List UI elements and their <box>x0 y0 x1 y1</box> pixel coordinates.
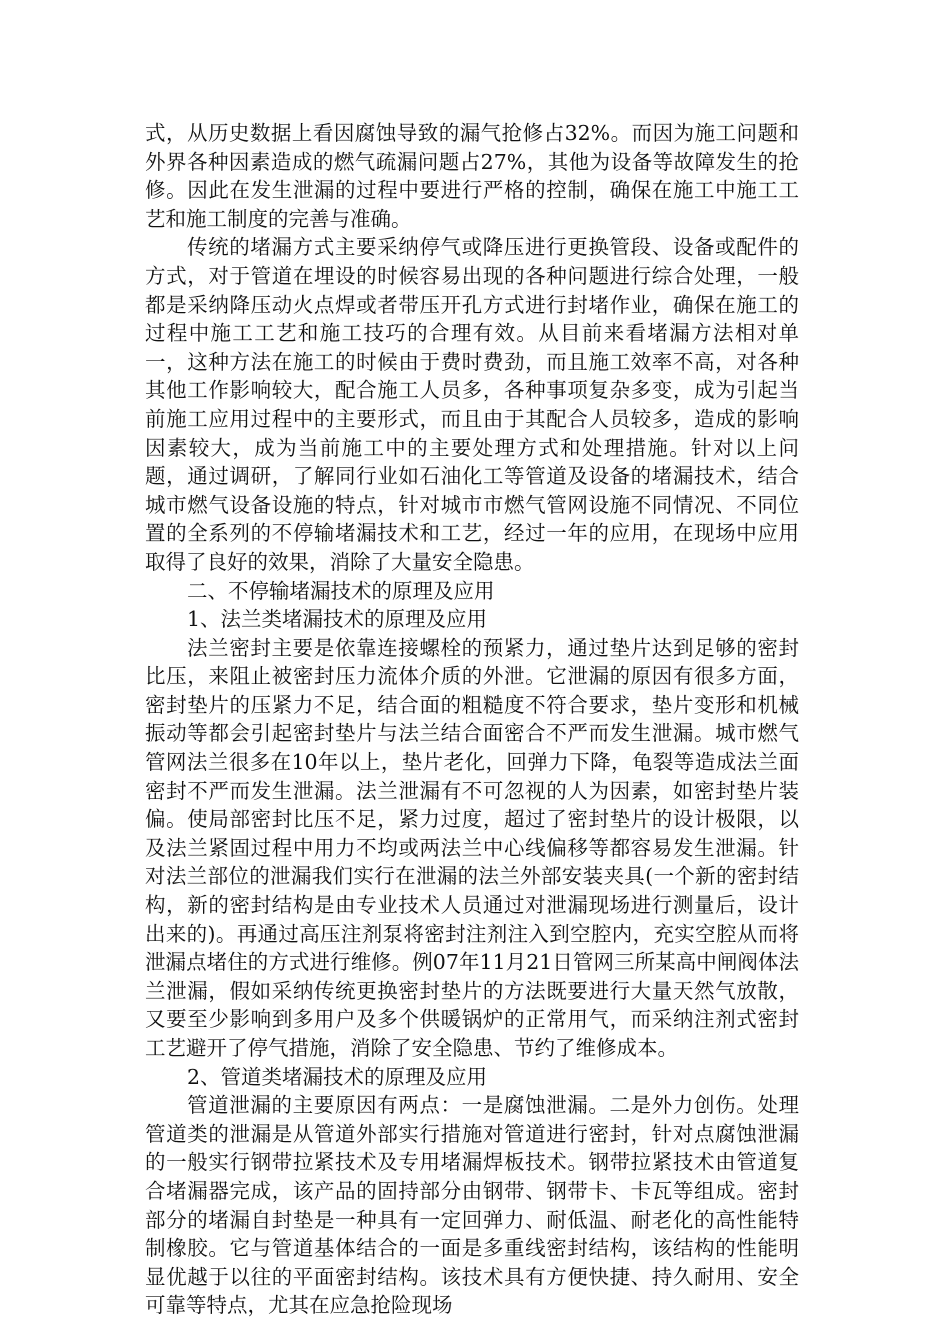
paragraph-pipeline: 管道泄漏的主要原因有两点：一是腐蚀泄漏。二是外力创伤。处理管道类的泄漏是从管道外部实行措施对管道进行密封，针对点腐蚀泄漏的一般实行钢带拉紧技术及专用堵漏焊板技术。钢带拉紧技术由管道复合堵漏器完成，该产品的固持部分由钢带、钢带卡、卡瓦等组成。密封部分的堵漏自封垫是一种具有一定回弹力、耐低温、耐老化的高性能特制橡胶。它与管道基体结合的一面是多重线密封结构，该结构的性能明显优越于以往的平面密封结构。该技术具有方便快捷、持久耐用、安全可靠等特点，尤其在应急抢险现场 <box>145 1093 799 1318</box>
subsection-heading-flange: 1、法兰类堵漏技术的原理及应用 <box>187 607 488 632</box>
document-page <box>145 119 799 1320</box>
paragraph-traditional-methods: 传统的堵漏方式主要采纳停气或降压进行更换管段、设备或配件的方式，对于管道在埋设的时候容易出现的各种问题进行综合处理，一般都是采纳降压动火点焊或者带压开孔方式进行封堵作业，确保在施工的过程中施工工艺和施工技巧的合理有效。从目前来看堵漏方法相对单一，这种方法在施工的时候由于费时费劲，而且施工效率不高，对各种其他工作影响较大，配合施工人员多，各种事项复杂多变，成为引起当前施工应用过程中的主要形式，而且由于其配合人员较多，造成的影响因素较大，成为当前施工中的主要处理方式和处理措施。针对以上问题，通过调研，了解同行业如石油化工等管道及设备的堵漏技术，结合城市燃气设备设施的特点，针对城市市燃气管网设施不同情况、不同位置的全系列的不停输堵漏技术和工艺，经过一年的应用，在现场中应用取得了良好的效果，消除了大量安全隐患。 <box>145 235 799 574</box>
subsection-heading-pipeline: 2、管道类堵漏技术的原理及应用 <box>187 1064 488 1089</box>
section-heading: 二、不停输堵漏技术的原理及应用 <box>187 578 495 603</box>
paragraph-continuation: 式，从历史数据上看因腐蚀导致的漏气抢修占32%。而因为施工问题和外界各种因素造成的燃气疏漏问题占27%，其他为设备等故障发生的抢修。因此在发生泄漏的过程中要进行严格的控制，确保在施工中施工工艺和施工制度的完善与准确。 <box>145 121 799 231</box>
paragraph-flange: 法兰密封主要是依靠连接螺栓的预紧力，通过垫片达到足够的密封比压，来阻止被密封压力流体介质的外泄。它泄漏的原因有很多方面，密封垫片的压紧力不足，结合面的粗糙度不符合要求，垫片变形和机械振动等都会引起密封垫片与法兰结合面密合不严而发生泄漏。城市燃气管网法兰很多在10年以上，垫片老化，回弹力下降，龟裂等造成法兰面密封不严而发生泄漏。法兰泄漏有不可忽视的人为因素，如密封垫片装偏。使局部密封比压不足，紧力过度，超过了密封垫片的设计极限，以及法兰紧固过程中用力不均或两法兰中心线偏移等都容易发生泄漏。针对法兰部位的泄漏我们实行在泄漏的法兰外部安装夹具(一个新的密封结构，新的密封结构是由专业技术人员通过对泄漏现场进行测量后，设计出来的)。再通过高压注剂泵将密封注剂注入到空腔内，充实空腔从而将泄漏点堵住的方式进行维修。例07年11月21日管网三所某高中闸阀体法兰泄漏，假如采纳传统更换密封垫片的方法既要进行大量天然气放散，又要至少影响到多用户及多个供暖锅炉的正常用气，而采纳注剂式密封工艺避开了停气措施，消除了安全隐患、节约了维修成本。 <box>145 635 799 1060</box>
